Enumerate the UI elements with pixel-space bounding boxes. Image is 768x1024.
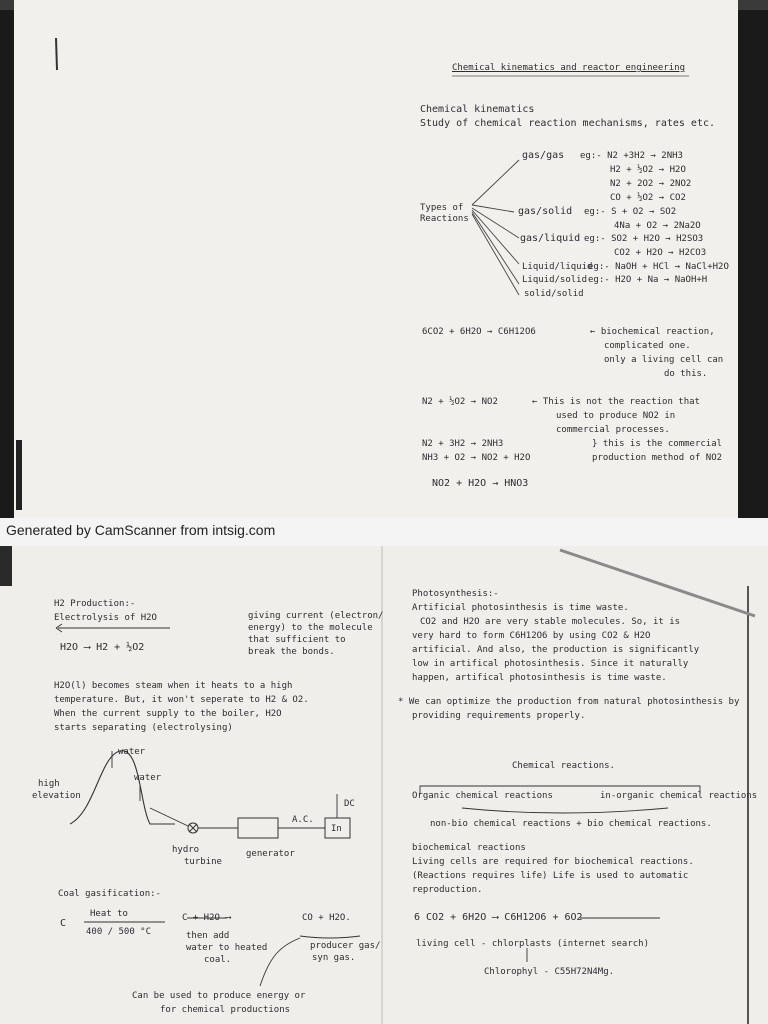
no-note-3: commercial processes. <box>556 425 670 435</box>
label-dc: DC <box>344 799 355 809</box>
optimize-line-1: * We can optimize the production from natural photosinthesis by <box>398 697 740 707</box>
steam-line-1: H2O(l) becomes steam when it heats to a high <box>54 681 293 691</box>
types-branch-lines <box>472 160 519 295</box>
types-label-2: Reactions <box>420 214 469 224</box>
label-ac: A.C. <box>292 815 314 825</box>
biochem-line-2: (Reactions requires life) Life is used to automatic <box>412 871 689 881</box>
page-title: Chemical kinematics and reactor engineering <box>452 63 685 73</box>
notebook-page-bottom: H2 Production:- Electrolysis of H2O giving current (electron/ energy) to the molecule that sufficient to break the bonds. H2O ⟶ H2 + ½O2 H2O(l) becomes steam when it heats to a high temperature. But, it won't seperate to H2 & O2. When the current supply to the boiler, H2O starts separating (electrolysing) water water high elevation hydro turbine generator A.C. In DC Coal gasification:- C Heat to 400 / 500 °C C + H2O ⟶ CO + H2O. then add water to heated coal. producer gas/ syn gas. Can be used to produce energy or for chemical productions Photosynthesis:- Artificial photosinthesis is time waste. CO2 and H2O are very stable molecules. So, it is very hard to form C6H12O6 by using CO2 & H2O artificial. And also, the production is significantly low in artifical photosinthesis. Since it naturally happen, artifical photosinthesis is time waste. * We can optimize the production from natural photosinthesis by providing requirements properly. Chemical reactions. Organic chemical reactions in-organic chemical reactions non-bio chemical reactions + bio chemical reactions. biochemical reactions Living cells are required for biochemical reactions. (Reactions requires life) Life is used to automatic reproduction. 6 CO2 + 6H2O ⟶ C6H12O6 + 6O2 living cell - chlorplasts (internet search) Chlorophyl - C55H72N4Mg. <box>0 546 768 1024</box>
label-water-2: water <box>134 773 162 783</box>
label-in: In <box>331 824 342 834</box>
no-note-1: ← This is not the reaction that <box>532 397 700 407</box>
producer-2: syn gas. <box>312 953 356 963</box>
no-note-2: used to produce NO2 in <box>556 411 676 421</box>
coal-heat: Heat to <box>90 909 128 919</box>
current-note-4: break the bonds. <box>248 647 335 657</box>
coal-use-1: Can be used to produce energy or <box>132 991 306 1001</box>
no-equation: N2 + ½O2 → NO2 <box>422 397 498 407</box>
inorganic-label: in-organic chemical reactions <box>600 791 758 801</box>
commercial-note-2: production method of NO2 <box>592 453 723 463</box>
label-hydro: hydro <box>172 845 200 855</box>
current-note-3: that sufficient to <box>248 635 346 645</box>
biochem-heading: biochemical reactions <box>412 843 526 853</box>
branch-liquidliquid: Liquid/liquid <box>522 262 593 272</box>
optimize-line-2: providing requirements properly. <box>412 711 586 721</box>
label-turbine: turbine <box>184 857 222 867</box>
footer-text: Generated by CamScanner from intsig.com <box>6 522 276 538</box>
binding-shadow <box>16 440 22 510</box>
coal-temp: 400 / 500 °C <box>86 927 152 937</box>
label-elevation: elevation <box>32 791 81 801</box>
branch-gassolid: gas/solid <box>518 206 573 217</box>
photo-line-1: Artificial photosinthesis is time waste. <box>412 603 629 613</box>
branch-gasgas: gas/gas <box>522 150 565 161</box>
coal-note-1: then add <box>186 931 230 941</box>
eq-gasgas: eg:- N2 +3H2 → 2NH3 <box>580 151 683 161</box>
eq-gassolid: eg:- S + O2 → SO2 <box>584 207 677 217</box>
photo-full-equation: 6 CO2 + 6H2O ⟶ C6H12O6 + 6O2 <box>414 912 583 923</box>
living-cell: living cell - chlorplasts (internet search) <box>416 939 649 949</box>
current-note-1: giving current (electron/ <box>248 611 384 621</box>
coal-note-3: coal. <box>204 955 232 965</box>
photo-note-3: only a living cell can <box>604 355 724 365</box>
coal-c: C <box>60 918 67 929</box>
photo-line-6: happen, artifical photosinthesis is time waste. <box>412 673 667 683</box>
label-high: high <box>38 779 60 789</box>
photo-note-1: ← biochemical reaction, <box>590 327 715 337</box>
camscanner-footer <box>0 518 768 546</box>
photo-line-5: low in artifical photosinthesis. Since it naturally <box>412 659 689 669</box>
biochem-line-1: Living cells are required for biochemical reactions. <box>412 857 694 867</box>
label-water-1: water <box>118 747 146 757</box>
photo-note-4: do this. <box>664 369 708 379</box>
organic-label: Organic chemical reactions <box>412 791 553 801</box>
eq-gasgas-2: H2 + ½O2 → H2O <box>610 165 686 175</box>
current-note-2: energy) to the molecule <box>248 623 373 633</box>
producer-1: producer gas/ <box>310 941 381 951</box>
ammonia-equation: N2 + 3H2 → 2NH3 <box>422 439 504 449</box>
steam-line-2: temperature. But, it won't seperate to H2 & O2. <box>54 695 309 705</box>
biochem-line-3: reproduction. <box>412 885 483 895</box>
branch-liquidsolid: Liquid/solid <box>522 275 588 285</box>
eq-gassolid-2: 4Na + O2 → 2Na2O <box>614 221 701 231</box>
eq-gasliquid-2: CO2 + H2O → H2CO3 <box>614 248 707 258</box>
eq-gasliquid: eg:- SO2 + H2O → H2SO3 <box>584 234 704 244</box>
heading-kinematics: Chemical kinematics <box>420 104 535 115</box>
photo-heading: Photosynthesis:- <box>412 589 499 599</box>
photo-line-4: artificial. And also, the production is significantly <box>412 645 700 655</box>
electrolysis-text: Electrolysis of H2O <box>54 613 157 623</box>
nonbio-label: non-bio chemical reactions + bio chemical reactions. <box>430 819 712 829</box>
binding-shadow-bottom <box>0 546 12 586</box>
nitric-equation: NO2 + H2O → HNO3 <box>432 478 529 489</box>
h2o-equation: H2O ⟶ H2 + ½O2 <box>60 642 145 653</box>
definition-text: Study of chemical reaction mechanisms, rates etc. <box>420 118 716 129</box>
generator-box <box>238 818 278 838</box>
branch-solidsolid: solid/solid <box>524 289 584 299</box>
h2-heading: H2 Production:- <box>54 599 136 609</box>
eq-gasgas-3: N2 + 2O2 → 2NO2 <box>610 179 692 189</box>
photo-note-2: complicated one. <box>604 341 691 351</box>
types-label-1: Types of <box>420 203 464 213</box>
notebook-page-top <box>14 0 738 518</box>
chem-reactions: Chemical reactions. <box>512 761 615 771</box>
coal-use-2: for chemical productions <box>160 1005 291 1015</box>
coal-eq-right: CO + H2O. <box>302 913 351 923</box>
margin-mark <box>56 38 57 70</box>
steam-line-4: starts separating (electrolysing) <box>54 723 233 733</box>
eq-liquidsolid: eg:- H2O + Na → NaOH+H <box>588 275 708 285</box>
photo-equation: 6CO2 + 6H2O → C6H12O6 <box>422 327 536 337</box>
elevation-curve <box>70 751 175 824</box>
photo-line-3: very hard to form C6H12O6 by using CO2 & H2O <box>412 631 651 641</box>
chlorophyl: Chlorophyl - C55H72N4Mg. <box>484 967 615 977</box>
coal-note-2: water to heated <box>186 943 268 953</box>
ammonia-oxidation: NH3 + O2 → NO2 + H2O <box>422 453 531 463</box>
eq-liquidliquid: eg:- NaOH + HCl → NaCl+H2O <box>588 262 729 272</box>
eq-gasgas-4: CO + ½O2 → CO2 <box>610 193 686 203</box>
steam-line-3: When the current supply to the boiler, H2O <box>54 709 282 719</box>
commercial-note-1: } this is the commercial <box>592 439 723 449</box>
label-generator: generator <box>246 849 295 859</box>
photo-line-2: CO2 and H2O are very stable molecules. So, it is <box>420 617 681 627</box>
branch-gasliquid: gas/liquid <box>520 233 581 244</box>
coal-heading: Coal gasification:- <box>58 889 161 899</box>
